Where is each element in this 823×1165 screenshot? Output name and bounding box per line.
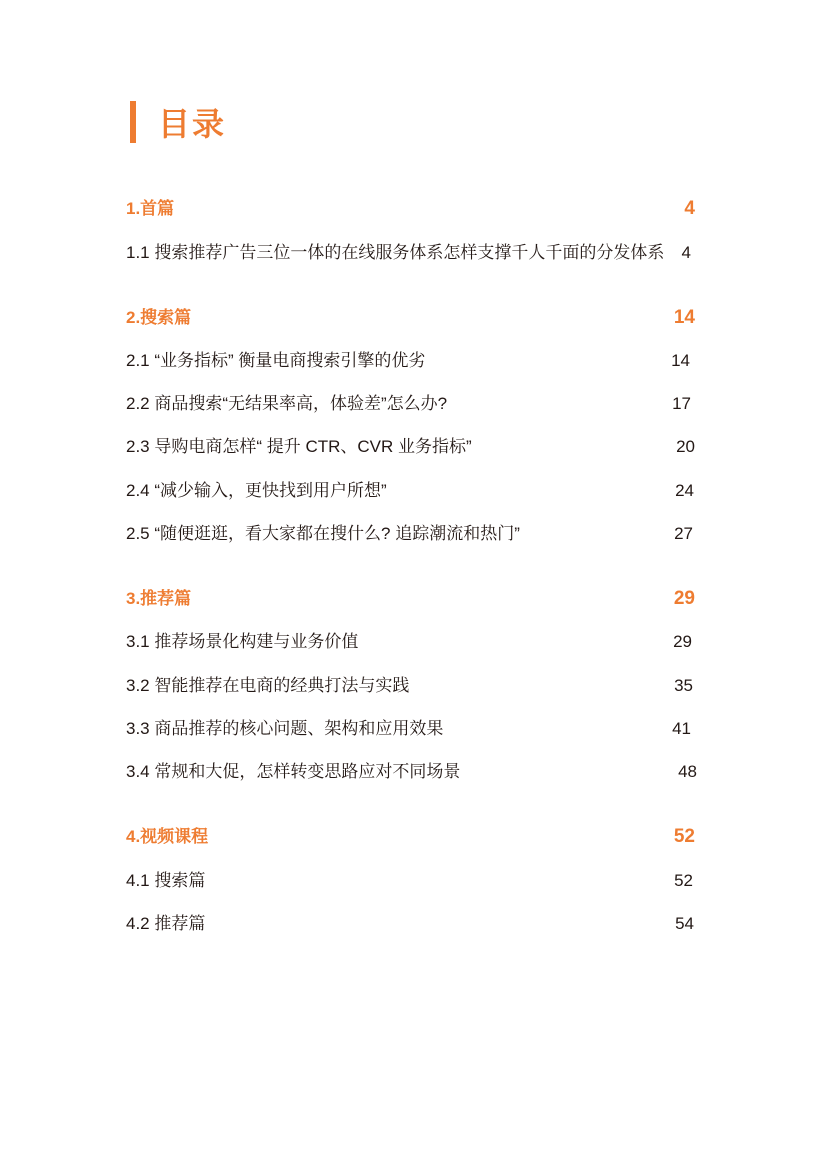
section-label: 4.视频课程 [126,827,209,846]
toc-section-2[interactable] [126,305,695,331]
entry-page-number: 29 [673,632,692,651]
toc-entry-4-1[interactable] [126,868,695,894]
section-label: 1.首篇 [126,199,175,218]
toc-title: 目录 [158,106,227,142]
entry-page-number: 17 [672,394,691,413]
entry-page-number: 48 [678,762,697,781]
toc-entry-2-1[interactable] [126,348,695,374]
toc-header [130,100,226,144]
section-label: 3.推荐篇 [126,589,192,608]
entry-page-number: 24 [675,481,694,500]
toc-section-4[interactable] [126,824,695,850]
entry-label: 3.2 智能推荐在电商的经典打法与实践 [126,676,410,695]
entry-page-number: 52 [674,871,693,890]
entry-label: 3.1 推荐场景化构建与业务价值 [126,632,359,651]
entry-label: 4.2 推荐篇 [126,914,206,933]
entry-page-number: 27 [674,524,693,543]
title-accent-bar [130,101,136,143]
entry-label: 2.1 “业务指标” 衡量电商搜索引擎的优劣 [126,351,426,370]
toc-entry-2-4[interactable] [126,478,695,504]
toc-entry-1-1[interactable] [126,240,695,266]
section-page-number: 29 [673,588,695,609]
entry-page-number: 14 [671,351,690,370]
entry-page-number: 4 [681,243,691,262]
entry-label: 3.3 商品推荐的核心问题、架构和应用效果 [126,719,444,738]
toc-entry-4-2[interactable] [126,911,695,937]
entry-label: 2.5 “随便逛逛，看大家都在搜什么? 追踪潮流和热门” [126,524,520,543]
toc-entry-3-4[interactable] [126,759,695,785]
entry-page-number: 41 [672,719,691,738]
section-page-number: 52 [673,826,695,847]
toc-entry-2-2[interactable] [126,391,695,417]
section-page-number: 14 [673,307,695,328]
section-page-number: 4 [684,198,695,219]
entry-label: 4.1 搜索篇 [126,871,206,890]
entry-label: 3.4 常规和大促，怎样转变思路应对不同场景 [126,762,461,781]
entry-label: 2.3 导购电商怎样“ 提升 CTR、CVR 业务指标” [126,437,472,456]
entry-label: 1.1 搜索推荐广告三位一体的在线服务体系怎样支撑千人千面的分发体系 [126,243,665,262]
toc-entry-3-1[interactable] [126,629,695,655]
entry-page-number: 54 [675,914,694,933]
toc-entry-3-2[interactable] [126,673,695,699]
toc-section-1[interactable] [126,196,695,222]
entry-label: 2.2 商品搜索“无结果率高，体验差”怎么办? [126,394,448,413]
section-label: 2.搜索篇 [126,308,192,327]
toc-section-3[interactable] [126,586,695,612]
toc-entry-2-5[interactable] [126,521,695,547]
toc-entry-2-3[interactable] [126,434,695,460]
entry-page-number: 20 [676,437,695,456]
toc-entry-3-3[interactable] [126,716,695,742]
entry-label: 2.4 “减少输入，更快找到用户所想” [126,481,387,500]
entry-page-number: 35 [674,676,693,695]
